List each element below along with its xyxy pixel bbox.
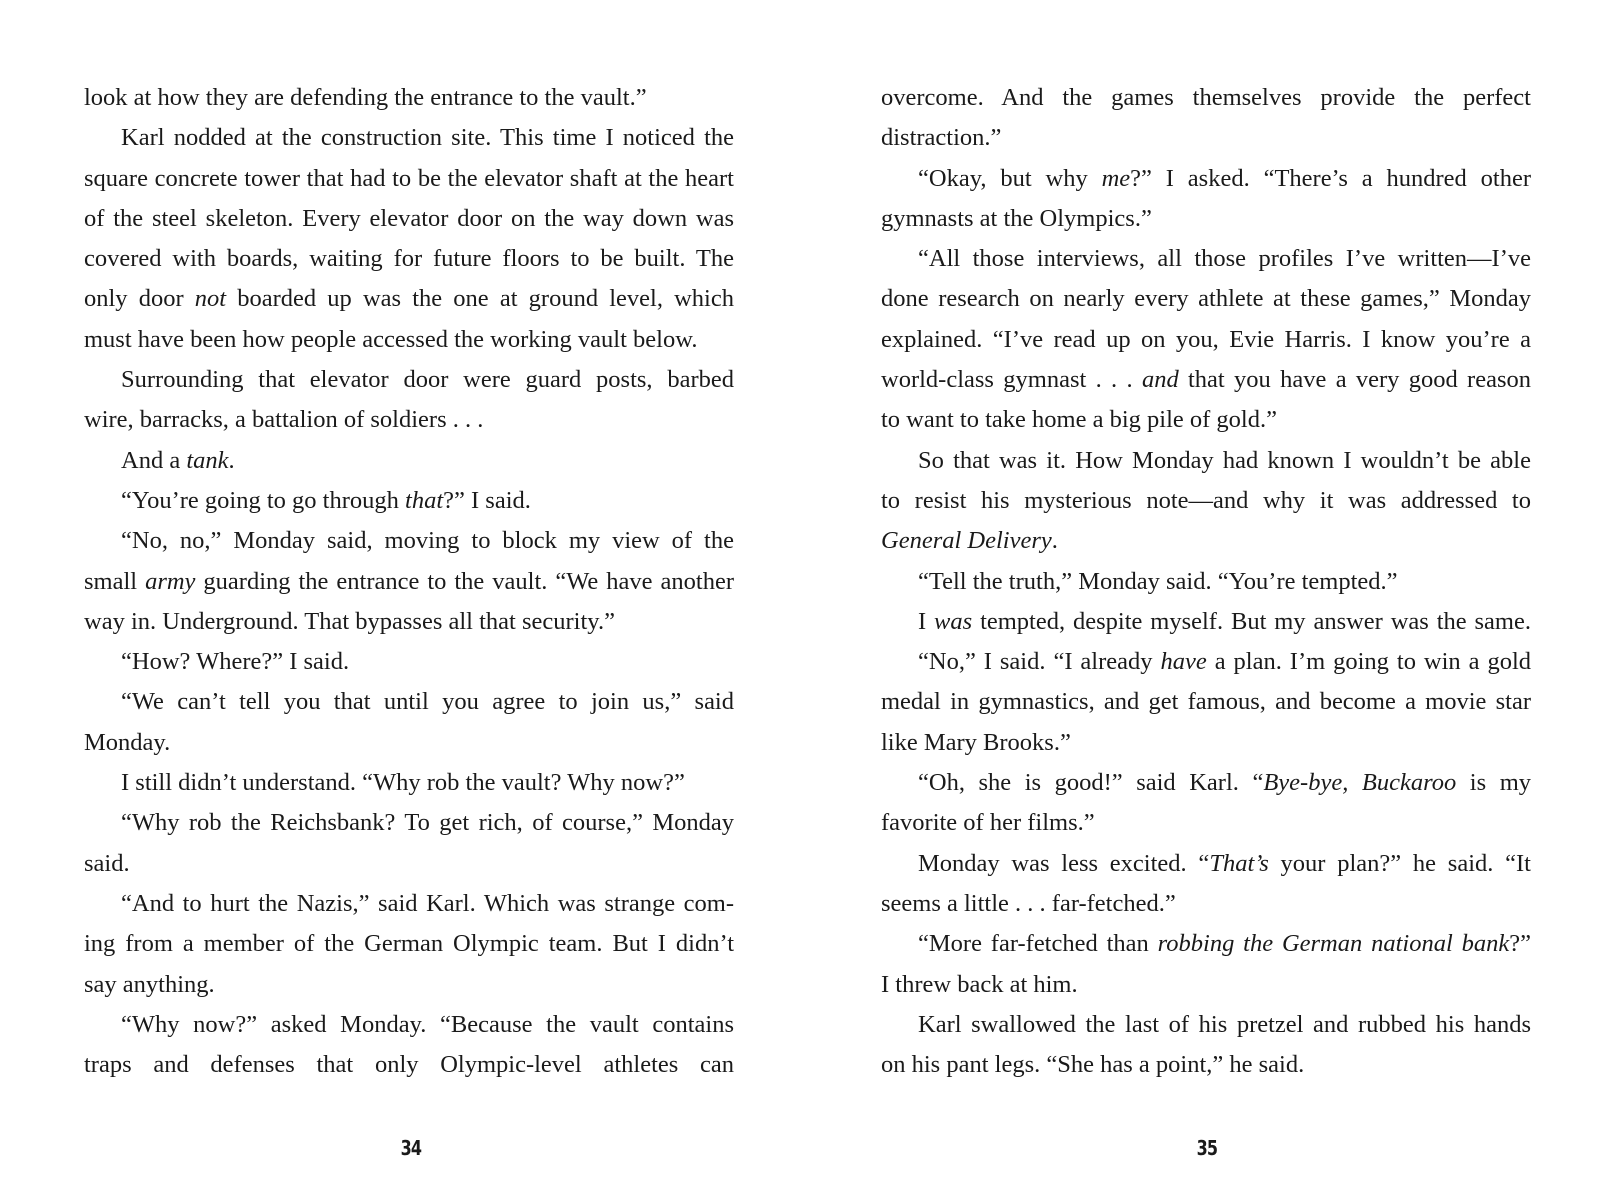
left-page <box>84 78 734 1085</box>
text-line: I still didn’t understand. “Why rob the vault? Why now?” <box>121 769 685 797</box>
text-line: like Mary Brooks.” <box>881 728 1071 756</box>
italic-emphasis: have <box>1160 648 1207 676</box>
text-line: traps and defenses that only Olympic-level athletes can <box>84 1051 734 1079</box>
italic-emphasis: was <box>934 607 973 635</box>
text-line: Monday. <box>84 728 171 756</box>
text-line: Karl swallowed the last of his pretzel and rubbed his hands <box>918 1010 1531 1038</box>
italic-emphasis: and <box>1141 366 1179 394</box>
text-line: gymnasts at the Olympics.” <box>881 204 1152 232</box>
italic-emphasis: robbing the German national bank <box>1157 930 1510 958</box>
italic-emphasis: General Delivery <box>881 527 1052 555</box>
text-line: to want to take home a big pile of gold.” <box>881 406 1277 434</box>
page-number-right: 35 <box>1196 1136 1218 1160</box>
text-line: only door not boarded up was the one at ground level, which <box>84 285 734 313</box>
italic-emphasis: tank <box>186 446 229 474</box>
text-line: “Oh, she is good!” said Karl. “Bye-bye, Buckaroo is my <box>918 769 1531 797</box>
text-line: overcome. And the games themselves provide the perfect <box>881 84 1531 111</box>
text-line: world-class gymnast . . . and that you have a very good reason <box>881 366 1531 394</box>
text-line: So that was it. How Monday had known I wouldn’t be able <box>918 446 1531 474</box>
page-number-left: 34 <box>400 1136 422 1160</box>
right-page <box>881 78 1531 1085</box>
text-line: seems a little . . . far-fetched.” <box>881 889 1176 917</box>
text-line: Karl nodded at the construction site. This time I noticed the <box>121 124 734 152</box>
text-line: “Okay, but why me?” I asked. “There’s a hundred other <box>918 164 1531 192</box>
text-line: to resist his mysterious note—and why it was addressed to <box>881 486 1531 514</box>
text-line: I was tempted, despite myself. But my answer was the same. <box>918 607 1531 635</box>
text-line: square concrete tower that had to be the elevator shaft at the heart <box>84 164 734 192</box>
text-line: ing from a member of the German Olympic team. But I didn’t <box>84 930 734 958</box>
text-line: favorite of her films.” <box>881 809 1095 837</box>
text-line: done research on nearly every athlete at these games,” Monday <box>881 285 1531 313</box>
italic-emphasis: Bye-bye, Buckaroo <box>1263 769 1457 797</box>
italic-emphasis: army <box>145 567 196 595</box>
text-line: General Delivery. <box>881 527 1058 555</box>
italic-emphasis: that <box>405 486 444 514</box>
text-line: of the steel skeleton. Every elevator door on the way down was <box>84 204 734 232</box>
text-line: way in. Underground. That bypasses all that security.” <box>84 607 615 635</box>
text-line: “Why now?” asked Monday. “Because the vault contains <box>121 1010 734 1038</box>
text-line: And a tank. <box>121 446 235 474</box>
text-line: Monday was less excited. “That’s your plan?” he said. “It <box>918 849 1531 877</box>
text-line: “Why rob the Reichsbank? To get rich, of course,” Monday <box>121 809 734 837</box>
text-line: on his pant legs. “She has a point,” he said. <box>881 1051 1305 1079</box>
text-line: “We can’t tell you that until you agree to join us,” said <box>121 688 734 716</box>
text-line: “No, no,” Monday said, moving to block my view of the <box>121 527 734 555</box>
text-line: “How? Where?” I said. <box>121 648 350 676</box>
text-line: I threw back at him. <box>881 970 1078 998</box>
text-line: wire, barracks, a battalion of soldiers . . . <box>84 406 484 434</box>
text-line: say anything. <box>84 970 215 998</box>
text-line: look at how they are defending the entrance to the vault.” <box>84 84 647 111</box>
text-line: “No,” I said. “I already have a plan. I’m going to win a gold <box>918 648 1531 676</box>
italic-emphasis: not <box>194 285 227 313</box>
text-line: “And to hurt the Nazis,” said Karl. Which was strange com- <box>121 889 734 917</box>
text-line: “Tell the truth,” Monday said. “You’re tempted.” <box>918 567 1398 595</box>
italic-emphasis: That’s <box>1209 849 1269 877</box>
text-line: “All those interviews, all those profiles I’ve written—I’ve <box>918 245 1531 273</box>
text-line: must have been how people accessed the working vault below. <box>84 325 698 353</box>
text-line: explained. “I’ve read up on you, Evie Harris. I know you’re a <box>881 325 1531 353</box>
text-line: Surrounding that elevator door were guard posts, barbed <box>121 366 734 394</box>
text-line: “You’re going to go through that?” I said. <box>121 486 531 514</box>
italic-emphasis: me <box>1101 164 1131 192</box>
text-line: covered with boards, waiting for future floors to be built. The <box>84 245 734 273</box>
text-line: said. <box>84 849 130 877</box>
text-line: distraction.” <box>881 124 1002 152</box>
text-line: small army guarding the entrance to the vault. “We have another <box>84 567 734 595</box>
text-line: “More far-fetched than robbing the German national bank?” <box>918 930 1532 958</box>
text-line: medal in gymnastics, and get famous, and become a movie star <box>881 688 1531 716</box>
